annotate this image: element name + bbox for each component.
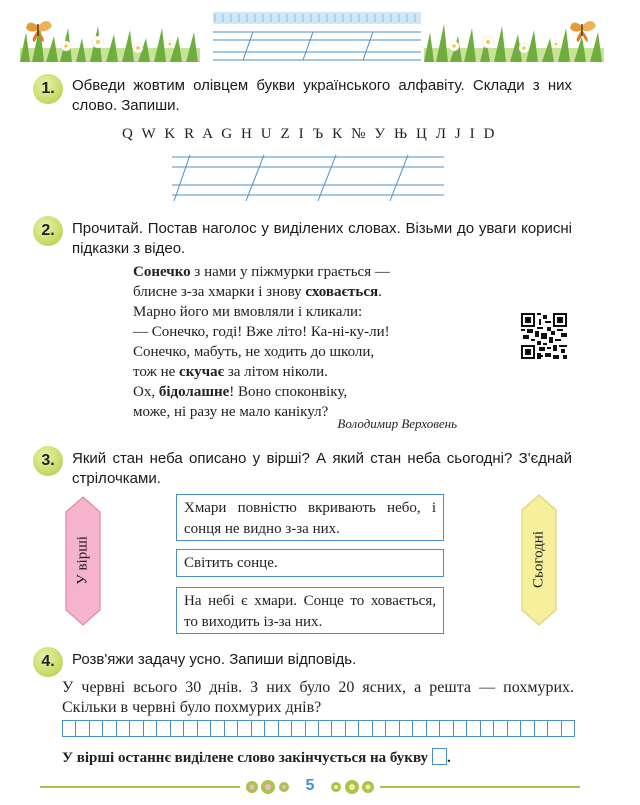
sky-option-sunny[interactable]: Світить сонце.: [176, 549, 444, 577]
answer-cell[interactable]: [372, 720, 386, 737]
answer-cell[interactable]: [426, 720, 440, 737]
butterfly-icon: [570, 21, 596, 42]
answer-cell[interactable]: [183, 720, 197, 737]
answer-cell[interactable]: [318, 720, 332, 737]
task-3-instruction: Який стан неба описано у вірші? А який стан неба сьогодні? З'єднай стрілочками.: [72, 450, 572, 487]
task-number-2: 2.: [33, 216, 63, 246]
answer-cell[interactable]: [291, 720, 305, 737]
poem-author: Володимир Верховень: [337, 416, 457, 431]
answer-cell[interactable]: [561, 720, 575, 737]
grass-flowers-decoration-left: [20, 18, 200, 62]
highlighted-word: скучає: [179, 364, 225, 380]
sky-option-partly-cloudy[interactable]: На небі є хмари. Сонце то ховається, то виходить із-за них.: [176, 587, 444, 634]
task-number-4: 4.: [33, 647, 63, 677]
poem: [133, 262, 473, 422]
math-problem: У червні всього 30 днів. З них було 20 ясних, а решта — похмурих. Скільки в червні було похмурих днів?: [62, 679, 574, 716]
poem-line-3: Марно його ми вмовляли і кликали:: [133, 304, 363, 320]
final-question: У вірші останнє виділене слово закінчується на букву .: [62, 750, 451, 766]
answer-cell[interactable]: [493, 720, 507, 737]
answer-cell[interactable]: [480, 720, 494, 737]
answer-cell[interactable]: [520, 720, 534, 737]
answer-cell[interactable]: [210, 720, 224, 737]
answer-cell[interactable]: [156, 720, 170, 737]
flower-decoration-left: [244, 776, 292, 798]
page-number: 5: [305, 777, 315, 794]
poem-line-8: може, ні разу не мало канікул?: [133, 404, 329, 420]
writing-lines-task-1[interactable]: [172, 155, 444, 203]
poem-line-4: — Сонечко, годі! Вже літо! Ка-ні-ку-ли!: [133, 324, 390, 340]
poem-line-7: Ох, бідолашне! Воно споконвіку,: [133, 384, 348, 400]
sky-option-cloudy[interactable]: Хмари повністю вкривають небо, і сонця не видно з-за них.: [176, 494, 444, 541]
answer-cell[interactable]: [197, 720, 211, 737]
answer-cell[interactable]: [305, 720, 319, 737]
label-in-poem: У вірші: [74, 536, 91, 585]
task-number-3: 3.: [33, 446, 63, 476]
poem-line-2: блисне з-за хмарки і знову сховається.: [133, 284, 382, 300]
answer-cell[interactable]: [251, 720, 265, 737]
answer-cell[interactable]: [547, 720, 561, 737]
answer-cell[interactable]: [278, 720, 292, 737]
task-2-instruction: Прочитай. Постав наголос у виділених словах. Візьми до уваги корисні підказки з відео.: [72, 220, 572, 257]
answer-cell[interactable]: [62, 720, 76, 737]
answer-cell[interactable]: [143, 720, 157, 737]
answer-cell[interactable]: [75, 720, 89, 737]
answer-cell[interactable]: [237, 720, 251, 737]
flower-decoration-right: [328, 776, 376, 798]
qr-code-icon[interactable]: [521, 313, 567, 359]
footer-divider-left: [40, 786, 240, 788]
answer-cell[interactable]: [89, 720, 103, 737]
answer-cell[interactable]: [129, 720, 143, 737]
highlighted-word: бідолашне: [158, 384, 230, 400]
answer-cell[interactable]: [534, 720, 548, 737]
footer-divider-right: [380, 786, 580, 788]
task-4-instruction: Розв'яжи задачу усно. Запиши відповідь.: [72, 651, 357, 668]
answer-cells[interactable]: [62, 720, 574, 737]
highlighted-word: Сонечко: [133, 264, 191, 280]
task-number-1: 1.: [33, 74, 63, 104]
answer-cell[interactable]: [358, 720, 372, 737]
answer-cell[interactable]: [102, 720, 116, 737]
poem-line-5: Сонечко, мабуть, не ходить до школи,: [133, 344, 375, 360]
poem-line-6: тож не скучає за літом ніколи.: [133, 364, 328, 380]
answer-cell[interactable]: [264, 720, 278, 737]
answer-cell[interactable]: [331, 720, 345, 737]
answer-cell[interactable]: [224, 720, 238, 737]
highlighted-word: сховається: [305, 284, 379, 300]
answer-cell[interactable]: [466, 720, 480, 737]
label-today: Сьогодні: [530, 530, 547, 589]
answer-cell[interactable]: [399, 720, 413, 737]
answer-cell[interactable]: [170, 720, 184, 737]
answer-cell[interactable]: [507, 720, 521, 737]
answer-cell[interactable]: [439, 720, 453, 737]
poem-line-1: Сонечко з нами у піжмурки грається —: [133, 264, 390, 280]
answer-cell[interactable]: [116, 720, 130, 737]
answer-cell[interactable]: [385, 720, 399, 737]
answer-cell[interactable]: [412, 720, 426, 737]
answer-cell[interactable]: [345, 720, 359, 737]
writing-lines-decoration: [213, 12, 421, 64]
alphabet-letters: Q W K R A G H U Z I Ъ К № У Њ Ц Л J I D: [122, 126, 498, 142]
task-1-instruction: Обведи жовтим олівцем букви українського алфавіту. Склади з них слово. Запиши.: [72, 77, 572, 114]
letter-answer-box[interactable]: [432, 748, 447, 765]
answer-cell[interactable]: [453, 720, 467, 737]
grass-flowers-decoration-right: [424, 18, 604, 62]
